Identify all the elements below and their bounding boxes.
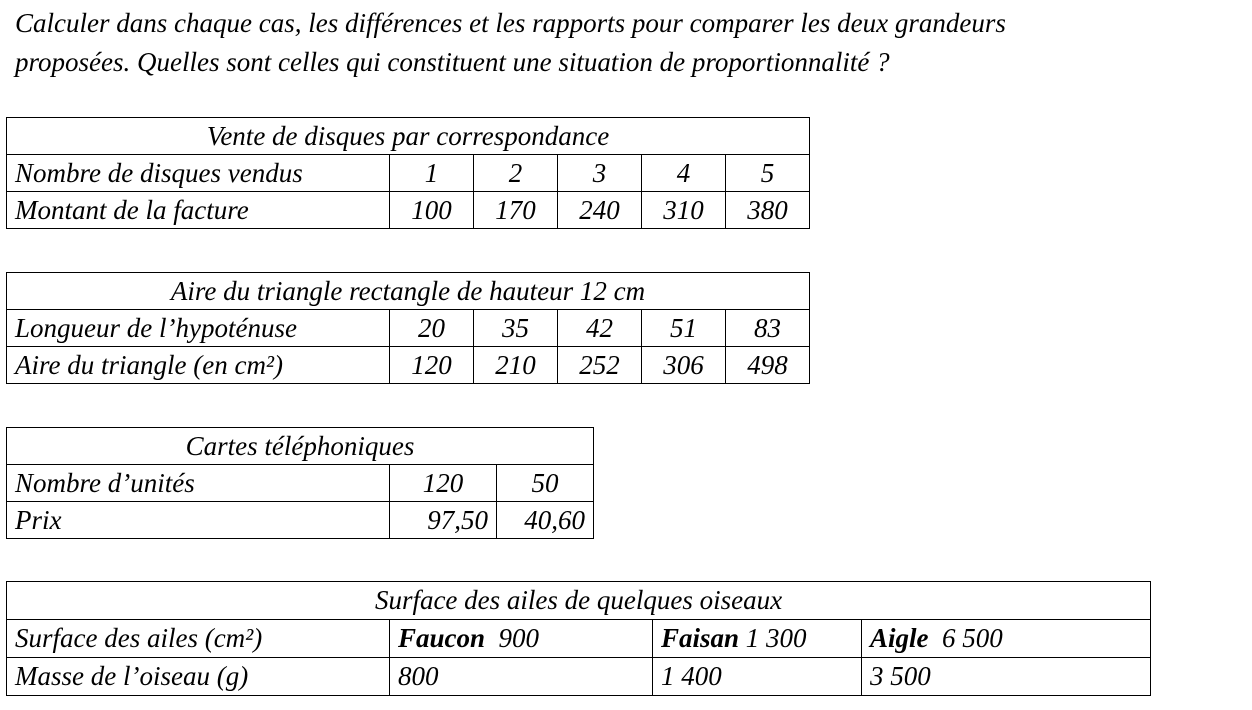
table-title: Cartes téléphoniques (7, 428, 594, 465)
table-cell: 306 (642, 347, 726, 384)
table-title-row (7, 118, 810, 155)
table-row (7, 465, 594, 502)
row-label: Prix (7, 502, 390, 539)
row-label: Nombre de disques vendus (7, 155, 390, 192)
table-cell: 3 500 (862, 658, 1151, 696)
instructions-line-1: Calculer dans chaque cas, les différences et les rapports pour comparer les deux grandeurs (15, 8, 1006, 38)
row-label: Longueur de l’hypoténuse (7, 310, 390, 347)
table-cell: 498 (726, 347, 810, 384)
table-cell: 4 (642, 155, 726, 192)
bird-name: Aigle (870, 623, 929, 653)
bird-surface: 1 300 (745, 623, 807, 653)
table-cell: 51 (642, 310, 726, 347)
table-row (7, 310, 810, 347)
table-row (7, 620, 1151, 658)
table-cell: 20 (390, 310, 474, 347)
table-title: Surface des ailes de quelques oiseaux (7, 582, 1151, 620)
table-cell: 3 (558, 155, 642, 192)
table-surface-ailes (6, 581, 1151, 696)
table-cell: 35 (474, 310, 558, 347)
table-cell: 5 (726, 155, 810, 192)
bird-cell-aigle (862, 620, 1151, 658)
table-cell: 800 (390, 658, 653, 696)
table-cell: 100 (390, 192, 474, 229)
table-title: Aire du triangle rectangle de hauteur 12 cm (7, 273, 810, 310)
bird-surface: 900 (498, 623, 540, 653)
bird-cell-faisan (653, 620, 862, 658)
table-row (7, 155, 810, 192)
instructions-line-2: proposées. Quelles sont celles qui constituent une situation de proportionnalité ? (15, 47, 890, 77)
table-cell: 42 (558, 310, 642, 347)
table-cell: 252 (558, 347, 642, 384)
instructions (15, 4, 1250, 82)
table-row (7, 658, 1151, 696)
table-cell: 170 (474, 192, 558, 229)
bird-name: Faucon (398, 623, 486, 653)
table-cell: 50 (497, 465, 594, 502)
row-label: Nombre d’unités (7, 465, 390, 502)
table-vente-disques (6, 117, 810, 229)
table-cell: 210 (474, 347, 558, 384)
row-label: Aire du triangle (en cm²) (7, 347, 390, 384)
table-cell: 1 (390, 155, 474, 192)
table-aire-triangle (6, 272, 810, 384)
row-label: Masse de l’oiseau (g) (7, 658, 390, 696)
table-row (7, 502, 594, 539)
bird-surface: 6 500 (942, 623, 1003, 653)
table-cell: 2 (474, 155, 558, 192)
table-row (7, 192, 810, 229)
table-cell: 1 400 (653, 658, 862, 696)
table-cell: 40,60 (497, 502, 594, 539)
bird-name: Faisan (661, 623, 740, 653)
table-cartes-telephoniques (6, 427, 594, 539)
table-cell: 83 (726, 310, 810, 347)
bird-cell-faucon (390, 620, 653, 658)
table-row (7, 347, 810, 384)
table-cell: 310 (642, 192, 726, 229)
row-label: Surface des ailes (cm²) (7, 620, 390, 658)
table-title: Vente de disques par correspondance (7, 118, 810, 155)
table-cell: 120 (390, 465, 497, 502)
table-title-row (7, 428, 594, 465)
table-cell: 240 (558, 192, 642, 229)
table-title-row (7, 273, 810, 310)
table-cell: 97,50 (390, 502, 497, 539)
row-label: Montant de la facture (7, 192, 390, 229)
table-title-row (7, 582, 1151, 620)
table-cell: 120 (390, 347, 474, 384)
table-cell: 380 (726, 192, 810, 229)
